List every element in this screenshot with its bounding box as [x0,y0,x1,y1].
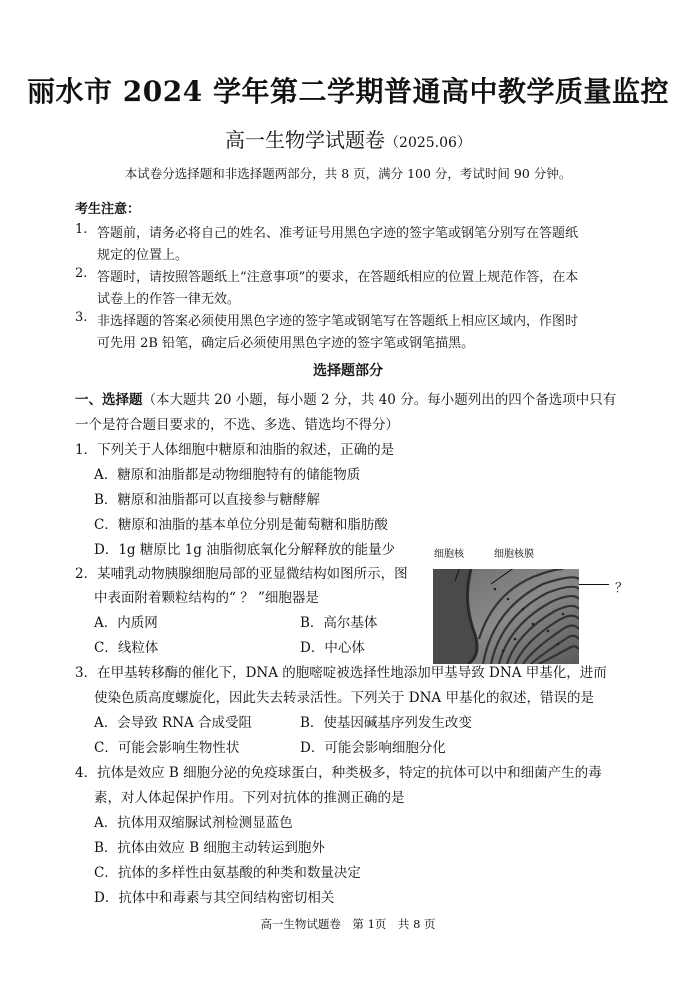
notice-3-line1: 非选择题的答案必须使用黑色字迹的签字笔或钢笔写在答题纸上相应区域内，作图时 [97,314,579,329]
exam-intro: 本试卷分选择题和非选择题两部分，共 8 页，满分 100 分，考试时间 90 分钟。 [124,166,572,181]
part-label: 一、选择题 [75,392,143,408]
notice-num-1: 1. [75,222,88,237]
q4-stem-1: 4．抗体是效应 B 细胞分泌的免疫球蛋白，种类极多，特定的抗体可以中和细菌产生的毒 [75,765,602,781]
notice-3-line2: 可先用 2B 铅笔，确定后必须使用黑色字迹的签字笔或钢笔描黑。 [97,336,475,351]
notice-1-line2: 规定的位置上。 [97,248,189,263]
notice-heading: 考生注意： [75,202,141,217]
q4-option-d: D．抗体中和毒素与其空间结构密切相关 [94,890,335,906]
q4-option-c: C．抗体的多样性由氨基酸的种类和数量决定 [94,865,361,881]
subtitle-text: 高一生物学试题卷 [225,128,386,152]
q2-option-b: B．高尔基体 [300,615,378,631]
q4-option-b: B．抗体由效应 B 细胞主动转运到胞外 [94,840,325,856]
part-header [75,388,616,408]
q1-stem: 1．下列关于人体细胞中糖原和油脂的叙述，正确的是 [75,442,395,458]
part-desc-1: （本大题共 20 小题，每小题 2 分，共 40 分。每小题列出的四个备选项中只有 [142,392,617,408]
section-title: 选择题部分 [313,363,383,379]
page-title: 丽水市 2024 学年第二学期普通高中教学质量监控 [27,75,669,108]
label-nucleus: 细胞核 [434,549,464,560]
q2-option-c: C．线粒体 [94,640,159,656]
q3-option-b: B．使基因碱基序列发生改变 [300,715,472,731]
label-nuclear-membrane: 细胞核膜 [494,549,534,560]
notice-2-line2: 试卷上的作答一律无效。 [97,292,241,307]
q1-option-a: A．糖原和油脂都是动物细胞特有的储能物质 [94,467,361,483]
q4-option-a: A．抗体用双缩脲试剂检测显蓝色 [94,815,293,831]
q3-stem-2: 使染色质高度螺旋化，因此失去转录活性。下列关于 DNA 甲基化的叙述，错误的是 [94,690,594,706]
q3-option-d: D．可能会影响细胞分化 [300,740,446,756]
q3-option-c: C．可能会影响生物性状 [94,740,240,756]
q1-option-d: D．1g 糖原比 1g 油脂彻底氧化分解释放的能量少 [94,542,396,558]
pointer-question [579,584,609,585]
page-footer: 高一生物试题卷 第 1页 共 8 页 [260,917,436,931]
notice-num-2: 2. [75,266,88,281]
part-desc-2: 一个是符合题目要求的，不选、多选、错选均不得分） [75,417,399,433]
q1-option-c: C．糖原和油脂的基本单位分别是葡萄糖和脂肪酸 [94,517,388,533]
q2-stem-2: 中表面附着颗粒结构的“ ？ ”细胞器是 [94,590,319,606]
notice-1-line1: 答题前，请务必将自己的姓名、准考证号用黑色字迹的签字笔或钢笔分别写在答题纸 [97,226,579,241]
notice-num-3: 3. [75,310,88,325]
q4-stem-2: 素，对人体起保护作用。下列对抗体的推测正确的是 [94,790,405,806]
q2-option-a: A．内质网 [94,615,158,631]
notice-2-line1: 答题时，请按照答题纸上“注意事项”的要求，在答题纸相应的位置上规范作答，在本 [97,270,579,285]
q2-stem-1: 2．某哺乳动物胰腺细胞局部的亚显微结构如图所示，图 [75,566,408,582]
q3-stem-1: 3．在甲基转移酶的催化下，DNA 的胞嘧啶被选择性地添加甲基导致 DNA 甲基化，进而 [75,665,607,681]
electron-micrograph [433,569,579,664]
q3-option-a: A．会导致 RNA 合成受阻 [94,715,253,731]
exam-subtitle [0,124,696,153]
q1-option-b: B．糖原和油脂都可以直接参与糖酵解 [94,492,320,508]
label-question-mark: ？ [615,581,629,596]
q2-option-d: D．中心体 [300,640,365,656]
subtitle-date: （2025.06） [385,135,471,151]
